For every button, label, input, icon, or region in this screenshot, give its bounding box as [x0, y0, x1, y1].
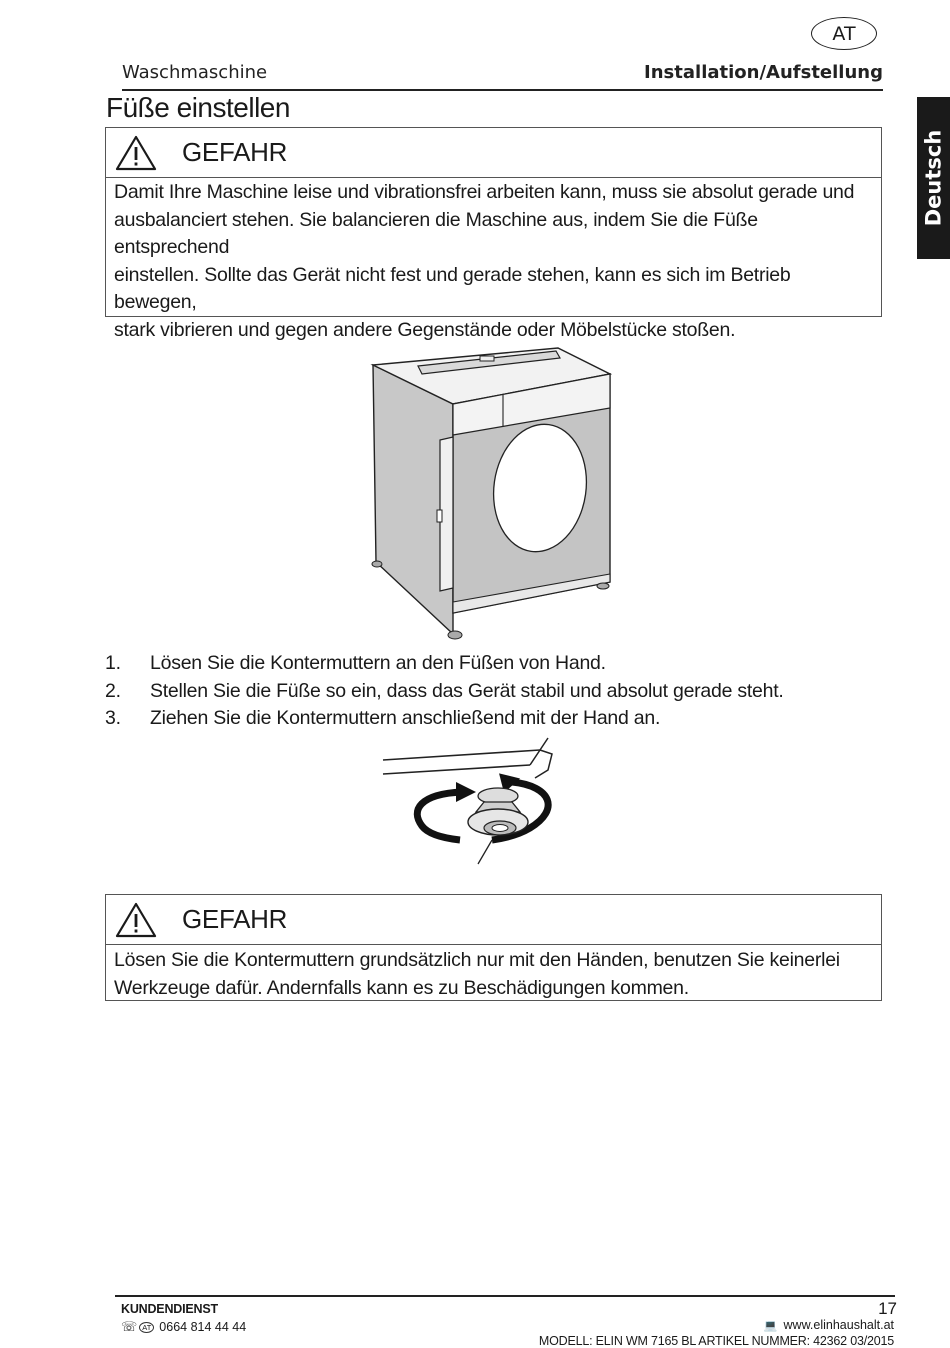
step-number: 3.: [105, 707, 121, 729]
page-title: Füße einstellen: [106, 92, 290, 123]
step-item: [105, 678, 784, 706]
footer-divider: [115, 1295, 895, 1297]
header-divider: [122, 89, 883, 91]
washing-machine-illustration: [360, 338, 622, 644]
danger-title: GEFAHR: [182, 137, 288, 167]
danger-box-tools: [105, 894, 882, 1001]
danger-box-balance: [105, 127, 882, 341]
step-text: Ziehen Sie die Kontermuttern anschließend mit der Hand an.: [150, 707, 661, 729]
danger-title: GEFAHR: [182, 904, 288, 934]
danger-text-line: Damit Ihre Maschine leise und vibrationsfrei arbeiten kann, muss sie absolut gerade und: [114, 181, 855, 203]
instruction-steps: [105, 650, 784, 733]
danger-text-line: Werkzeuge dafür. Andernfalls kann es zu Beschädigungen kommen.: [114, 976, 689, 999]
step-number: 1.: [105, 652, 121, 674]
footer-phone: [121, 1319, 246, 1335]
warning-triangle-icon: [115, 902, 157, 938]
laptop-icon: 💻: [763, 1319, 778, 1332]
country-badge: AT: [811, 17, 877, 50]
step-number: 2.: [105, 679, 121, 702]
footer-website: [764, 1318, 894, 1332]
header-product: Waschmaschine: [122, 62, 268, 83]
danger-text: [106, 945, 881, 1002]
warning-triangle-icon: [115, 135, 157, 171]
step-text: Stellen Sie die Füße so ein, dass das Gerät stabil und absolut gerade steht.: [150, 679, 784, 702]
step-text: Lösen Sie die Kontermuttern an den Füßen von Hand.: [150, 652, 606, 674]
step-item: [105, 650, 784, 678]
footer-model-info: MODELL: ELIN WM 7165 BL ARTIKEL NUMMER: 42362 03/2015: [538, 1334, 894, 1348]
danger-text: [106, 178, 881, 344]
adjustable-foot-illustration: [380, 730, 555, 865]
danger-text-line: Lösen Sie die Kontermuttern grundsätzlich nur mit den Händen, benutzen Sie keinerlei: [114, 949, 840, 971]
language-side-tab-label: Deutsch: [921, 129, 946, 227]
telephone-icon: ☏: [121, 1319, 138, 1334]
danger-text-line: einstellen. Sollte das Gerät nicht fest und gerade stehen, kann es sich im Betrieb bewegen,: [114, 263, 791, 313]
header-section: Installation/Aufstellung: [644, 62, 883, 83]
footer-website-link[interactable]: www.elinhaushalt.at: [783, 1318, 894, 1332]
language-side-tab: [917, 97, 950, 259]
footer-service-label: KUNDENDIENST: [121, 1302, 218, 1316]
footer-phone-country: AT: [139, 1322, 154, 1333]
danger-text-line: ausbalanciert stehen. Sie balancieren die Maschine aus, indem Sie die Füße entsprechend: [114, 208, 758, 258]
danger-text-line: stark vibrieren und gegen andere Gegenstände oder Möbelstücke stoßen.: [114, 318, 736, 341]
step-item: [105, 705, 784, 733]
footer-phone-number: 0664 814 44 44: [159, 1320, 247, 1334]
danger-box-header: [106, 895, 881, 945]
page-number: 17: [878, 1299, 897, 1318]
danger-box-header: [106, 128, 881, 178]
